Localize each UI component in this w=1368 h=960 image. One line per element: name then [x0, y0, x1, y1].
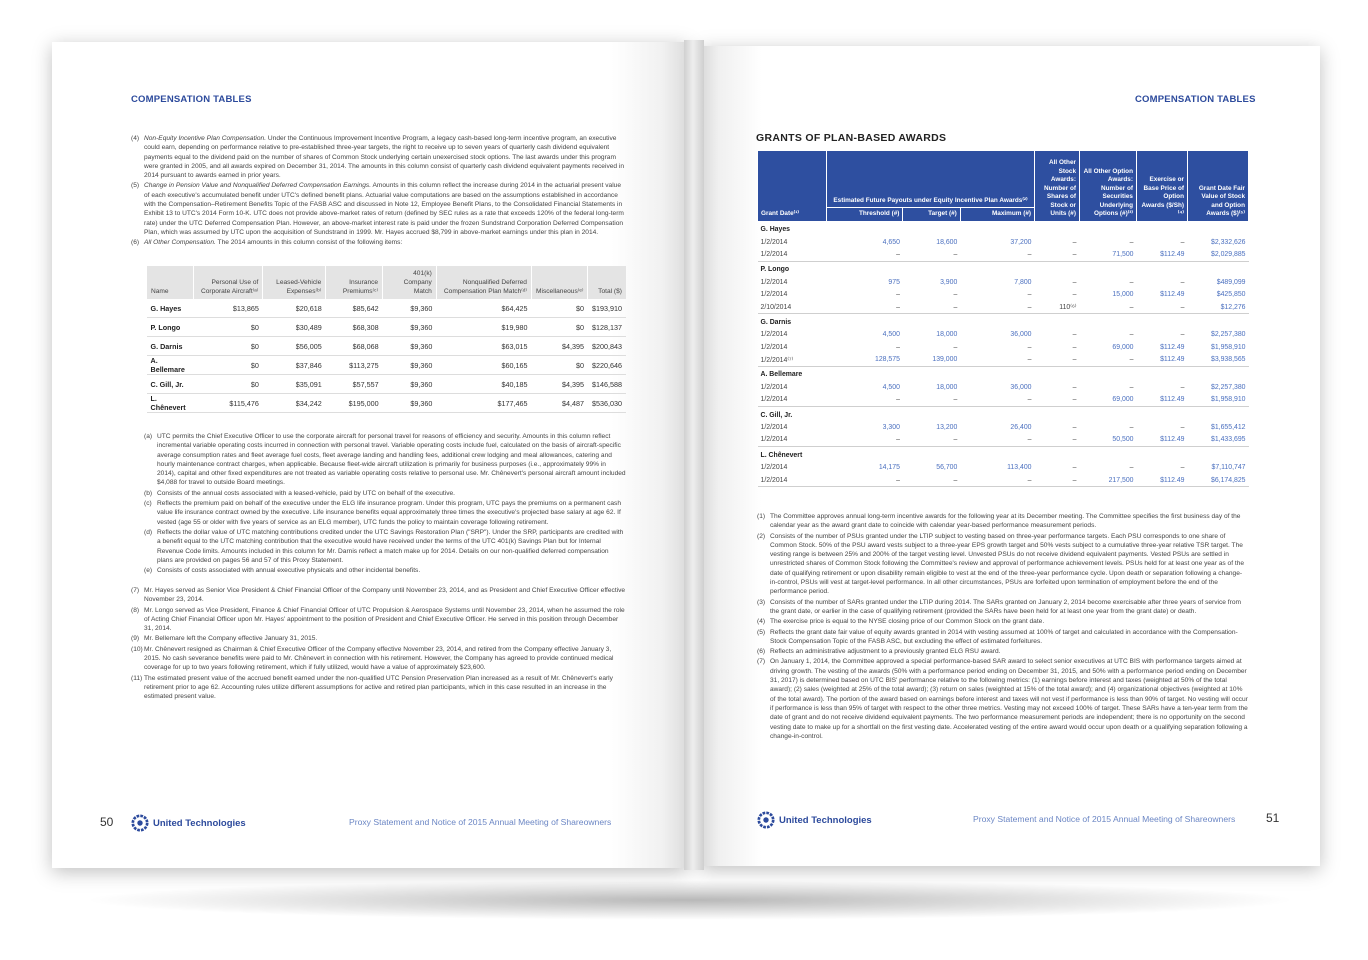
- row-name: C. Gill, Jr.: [147, 375, 194, 394]
- grants-cell: $489,099: [1216, 278, 1246, 286]
- grants-table-row: [758, 288, 1249, 300]
- th-threshold: Threshold (#): [827, 208, 903, 222]
- footnote-text: Amounts in this column reflect the increase during 2014 in the actuarial present value of each executive's accumulated benefit under UTC's defined benefit plans. Actuarial value computations are based on the assumptions established in accordance with the Compensation–Retirement Benefits Topic of the FASB ASC and discussed in Note 12, Employee Benefit Plans, to the Consolidated Financial Statements in Exhibit 13 to UTC's 2014 Form 10-K. UTC does not provide above-market rates of return (defined by SEC rules as a rate that exceeds 120% of the federal long-term rate) under the UTC Deferred Compensation Plan. However, an above-market interest rate is paid under the frozen Sundstrand Corporation Deferred Compensation Plan, which was assumed by UTC upon the acquisition of Sundstrand in 1999. Mr. Hayes accrued $8,799 in above-market earnings under this plan in 2014.: [144, 182, 624, 236]
- grants-cell: –: [960, 434, 1034, 447]
- footnote: [131, 634, 626, 643]
- footnote: [131, 181, 625, 237]
- comp-table-header: Leased-Vehicle Expenses⁽ᵇ⁾: [263, 266, 326, 299]
- utc-logo-icon: [131, 814, 149, 832]
- grants-cell: $112.49: [1137, 434, 1188, 447]
- left-logo: [131, 814, 246, 832]
- footnote-title: All Other Compensation.: [144, 239, 216, 247]
- row-value: $9,360: [383, 375, 437, 394]
- footnote-text: Mr. Chênevert resigned as Chairman & Chief Executive Officer of the Company effective November 23, 2014, and retired from the Company effective January 3, 2015. No cash severance benefits were paid to Mr. Chênevert in connection with his retirement. However, the Company has agreed to provide continued medical coverage for up to two years following retirement, which if fully utilized, would have a value of approximately $23,600.: [144, 645, 614, 672]
- footnote: [144, 499, 626, 527]
- footnote: [144, 489, 626, 498]
- left-section-title: COMPENSATION TABLES: [131, 94, 252, 105]
- grants-cell: 1/2/2014: [758, 248, 827, 261]
- th-grant-date-fair-value: Grant Date Fair Value of Stock and Option Awards ($)⁽⁵⁾: [1188, 151, 1249, 222]
- grants-cell: 18,600: [936, 238, 958, 246]
- grants-cell: $425,850: [1216, 291, 1246, 299]
- grants-cell: –: [1072, 331, 1077, 339]
- footnote-text: Reflects the grant date fair value of equity awards granted in 2014 with vesting assumed at 100% of target and calculated in accordance with the Compensation-Stock Compensation Topic of the FASB ASC, but excluding the effect of estimated forfeitures.: [770, 628, 1238, 645]
- grants-cell: $112.49: [1160, 291, 1185, 299]
- footnote-text: Reflects an administrative adjustment to a previously granted ELG RSU award.: [770, 648, 1001, 656]
- footnote-text: Consists of the annual costs associated with a leased-vehicle, paid by UTC on behalf of the executive.: [157, 489, 455, 497]
- all-other-compensation-table: [146, 266, 626, 413]
- row-value: $113,275: [326, 356, 383, 375]
- grants-cell: –: [953, 343, 958, 351]
- row-value: $34,242: [263, 394, 326, 413]
- footnote: [131, 134, 625, 180]
- footnote: [757, 598, 1249, 617]
- grants-cell: $112.49: [1137, 248, 1188, 261]
- footnote: [757, 657, 1249, 741]
- footnote: [757, 512, 1249, 531]
- footnote: [144, 432, 626, 488]
- row-value: $220,646: [588, 356, 626, 375]
- footnote-label: (11): [131, 674, 143, 682]
- row-value: $0: [193, 356, 263, 375]
- grants-cell: –: [903, 434, 960, 447]
- footnote: [131, 674, 626, 702]
- grants-cell: –: [1129, 238, 1134, 246]
- footnote-text: The exercise price is equal to the NYSE closing price of our Common Stock on the grant date.: [770, 618, 1045, 626]
- footnote: [144, 528, 626, 565]
- comp-table-row: [147, 394, 627, 413]
- footnote-label: (7): [131, 587, 140, 594]
- row-value: $20,618: [263, 299, 326, 318]
- grants-cell: $3,938,565: [1188, 353, 1249, 366]
- footnote: [757, 617, 1249, 626]
- left-logo-text: United Technologies: [153, 817, 246, 829]
- grants-person-row: [758, 447, 1249, 462]
- row-value: $536,030: [588, 394, 626, 413]
- footnote-text: The Committee approves annual long-term incentive awards for the following year at its December meeting. The Committee specifies the first business day of the calendar year as the award grant date to coincide with calendar year-based performance measurement periods.: [770, 513, 1241, 530]
- comp-table-header: Personal Use of Corporate Aircraft⁽ᵃ⁾: [193, 266, 263, 299]
- grants-cell: $1,958,910: [1188, 394, 1249, 407]
- footnote-title: Change in Pension Value and Nonqualified Deferred Compensation Earnings.: [144, 182, 372, 190]
- grants-cell: –: [827, 434, 903, 447]
- grants-cell: $112.49: [1137, 353, 1188, 366]
- row-value: $195,000: [326, 394, 383, 413]
- footnote-label: (a): [144, 433, 153, 440]
- row-value: $0: [531, 356, 587, 375]
- grants-cell: –: [1035, 474, 1080, 487]
- grants-cell: 4,500: [882, 383, 900, 391]
- grants-cell: 1/2/2014: [760, 278, 788, 286]
- grants-cell: 26,400: [1010, 424, 1032, 432]
- grants-cell: $2,257,380: [1211, 383, 1246, 391]
- grants-cell: $1,433,695: [1188, 434, 1249, 447]
- grants-cell: 36,000: [1010, 331, 1032, 339]
- footnote-text: Mr. Hayes served as Senior Vice President & Chief Financial Officer of the Company until November 23, 2014, and as President and Chief Executive Officer effective November 23, 2014.: [144, 587, 626, 604]
- comp-table-row: [147, 375, 627, 394]
- footnote-text: Reflects the premium paid on behalf of the executive under the ELG life insurance program. Under this program, UTC pays the premiums on a permanent cash value life insurance contract owned by the executive. Life insurance benefits equal approximately three times the executive's projected base salary at age 62. If vested (age 55 or older with five years of service as an ELG member), UTC funds the policy to maintain coverage following retirement.: [157, 500, 621, 526]
- grants-person-row: [758, 314, 1249, 329]
- footnote-text: Mr. Bellemare left the Company effective January 31, 2015.: [144, 635, 318, 643]
- grants-cell: –: [1072, 383, 1077, 391]
- footnote-text: UTC permits the Chief Executive Officer to use the corporate aircraft for personal travel for reasons of efficiency and security. Amounts in this column reflect incremental variable operating costs incurred in connection with personal travel. Variable operating costs include fuel, calculated on the basis of aircraft-specific average consumption rates and fleet average fuel costs, fleet average landing and handling fees, additional crew lodging and meal allowances, catering and hourly maintenance contract charges, when applicable. Because fleet-wide aircraft utilization is primarily for business purposes (i.e., approximately 99% in 2014), capital and other fixed expenditures are not treated as variable operating costs relative to personal use. Mr. Chênevert's personal aircraft amount included $4,088 for travel to outside Board meetings.: [157, 433, 626, 487]
- row-name: A. Bellemare: [147, 356, 194, 375]
- grants-cell: –: [1180, 383, 1185, 391]
- grants-cell: 71,500: [1080, 248, 1137, 261]
- row-name: G. Hayes: [147, 299, 194, 318]
- grants-cell: 217,500: [1080, 474, 1137, 487]
- th-maximum: Maximum (#): [960, 208, 1034, 222]
- grants-cell: 1/2/2014: [758, 474, 827, 487]
- grants-cell: –: [960, 353, 1034, 366]
- row-value: $177,465: [436, 394, 531, 413]
- grants-cell: 36,000: [1010, 383, 1032, 391]
- book-shadow: [80, 880, 1300, 920]
- right-page-number: 51: [1266, 811, 1280, 825]
- footnote-text: Consists of the number of SARs granted under the LTIP during 2014. The SARs granted on January 2, 2014 become exercisable after three years of service from the grant date, or earlier in the case of qualifying retirement (provided the SARs have been held for at least one year from the grant date) or death.: [770, 598, 1241, 615]
- grants-table-row: [758, 236, 1249, 248]
- grants-cell: –: [1180, 464, 1185, 472]
- row-value: $4,395: [531, 375, 587, 394]
- footnote-text: Consists of the number of PSUs granted under the LTIP subject to vesting based on three-year performance targets. Each PSU corresponds to one share of Common Stock. 50% of the PSU award vests subject to a three-year EPS growth target and 50% vests subject to a cumulative three-year relative TSR target. The vesting range is between 25% and 200% of the target vesting level. Unvested PSUs do not receive dividend equivalent payments. Vested PSUs are settled in unrestricted shares of Common Stock following the Committee's review and approval of performance achievement levels. PSUs held for at least one year as of the date of qualifying retirement or upon disability remain eligible to vest at the end of the three-year performance cycle. Upon death or separation following a change-in-control, PSUs will vest at target-level performance. In all other circumstances, PSUs are forfeited upon termination of employment before the end of the performance period.: [770, 532, 1245, 596]
- grants-cell: –: [1035, 434, 1080, 447]
- th-all-other-option: All Other Option Awards: Number of Securities Underlying Options (#)⁽³⁾: [1080, 151, 1137, 222]
- grants-cell: –: [1027, 343, 1032, 351]
- row-value: $0: [531, 318, 587, 337]
- grants-cell: $7,110,747: [1211, 464, 1246, 472]
- comp-table-header: Name: [147, 266, 194, 299]
- grants-cell: –: [1180, 238, 1185, 246]
- grants-cell: $112.49: [1160, 343, 1185, 351]
- row-value: $30,489: [263, 318, 326, 337]
- comp-table-header: Insurance Premiums⁽ᶜ⁾: [326, 266, 383, 299]
- grants-cell: 13,200: [936, 424, 958, 432]
- footnote-label: (1): [757, 513, 766, 520]
- grants-table-row: [758, 276, 1249, 288]
- right-footer-text: Proxy Statement and Notice of 2015 Annual Meeting of Shareowners: [973, 814, 1236, 824]
- comp-table-row: [147, 299, 627, 318]
- footnote-label: (8): [131, 606, 140, 614]
- footnote-label: (5): [757, 628, 766, 636]
- grants-cell: –: [827, 474, 903, 487]
- grants-cell: –: [1129, 331, 1134, 339]
- grants-table-row: [758, 434, 1249, 447]
- row-value: $19,980: [436, 318, 531, 337]
- grants-cell: –: [1080, 353, 1137, 366]
- footnote-label: (9): [131, 635, 140, 643]
- footnote-label: (d): [144, 528, 153, 536]
- grants-cell: 1/2/2014: [760, 424, 788, 432]
- footnote-label: (2): [757, 532, 766, 540]
- grants-cell: 139,000: [903, 353, 960, 366]
- grants-cell: $1,958,910: [1211, 343, 1246, 351]
- grants-person-row: [758, 261, 1249, 276]
- row-name: G. Darnis: [147, 337, 194, 356]
- th-exercise-price: Exercise or Base Price of Option Awards ($/Sh)⁽⁴⁾: [1137, 151, 1188, 222]
- grants-table-row: [758, 329, 1249, 341]
- footnote: [144, 566, 626, 575]
- grants-cell: 18,000: [936, 331, 958, 339]
- grants-cell: 7,800: [1014, 278, 1032, 286]
- grants-cell: $2,332,626: [1211, 238, 1246, 246]
- grants-cell: $112.49: [1137, 394, 1188, 407]
- grants-cell: 14,175: [878, 464, 900, 472]
- grants-cell: $112.49: [1137, 474, 1188, 487]
- footnote: [131, 645, 626, 673]
- comp-table-row: [147, 356, 627, 375]
- grants-table-title: GRANTS OF PLAN-BASED AWARDS: [756, 132, 947, 144]
- grants-cell: $2,029,885: [1188, 248, 1249, 261]
- grants-cell: 69,000: [1080, 394, 1137, 407]
- comp-table-row: [147, 337, 627, 356]
- grants-cell: –: [960, 248, 1034, 261]
- grants-cell: –: [1180, 424, 1185, 432]
- right-footnotes: [757, 512, 1249, 742]
- comp-table-header: Total ($): [588, 266, 626, 299]
- grants-cell: 2/10/2014: [758, 301, 827, 314]
- grants-cell: 4,500: [882, 331, 900, 339]
- grants-cell: $2,257,380: [1211, 331, 1246, 339]
- row-value: $200,843: [588, 337, 626, 356]
- right-logo-text: United Technologies: [779, 814, 872, 826]
- person-name: G. Hayes: [760, 226, 790, 234]
- grants-cell: 3,300: [882, 424, 900, 432]
- grants-cell: –: [896, 291, 900, 299]
- grants-cell: 4,650: [882, 238, 900, 246]
- person-name: A. Bellemare: [760, 371, 803, 379]
- grants-cell: 15,000: [1112, 291, 1134, 299]
- row-value: $0: [193, 318, 263, 337]
- grants-person-row: [758, 406, 1249, 421]
- footnote-label: (3): [757, 598, 766, 606]
- row-value: $56,005: [263, 337, 326, 356]
- grants-cell: $12,276: [1188, 301, 1249, 314]
- grants-cell: –: [1027, 291, 1032, 299]
- row-value: $146,588: [588, 375, 626, 394]
- row-value: $9,360: [383, 318, 437, 337]
- grants-cell: 1/2/2014: [760, 331, 788, 339]
- right-section-title: COMPENSATION TABLES: [1135, 94, 1256, 105]
- comp-table-header: Miscellaneous⁽ᵉ⁾: [531, 266, 587, 299]
- left-footer-text: Proxy Statement and Notice of 2015 Annual Meeting of Shareowners: [349, 817, 612, 827]
- left-footnotes-top: [131, 134, 625, 249]
- footnote-text: On January 1, 2014, the Committee approved a special performance-based SAR award to select senior executives at UTC BIS with performance targets aimed at driving growth. The vesting of the awards (50% with a performance period ending on December 31, 2015, and 50% with a performance period ending on December 31, 2017) is determined based on UTC BIS' performance relative to the following metrics: (1) earnings before interest and taxes (weighted at 50% of the total award); (2) sales (weighted at 25% of the total award); (3) return on sales (weighted at 15% of the total award); and (4) organizational objectives (weighted at 10% of the total award). The portion of the award based on earnings before interest and taxes will not vest if performance is less than 90% of target. No vesting will occur if performance is less than 95% of target with respect to the other three metrics. Vesting may not exceed 100% of target. These SARs have a ten-year term from the date of grant and do not receive dividend equivalent payments. The two performance measurement periods are independent; there is no opportunity on the second vesting date to make up for a shortfall on the first vesting date. Accelerated vesting of the entire award would occur upon death or a qualifying separation following a change-in-control.: [770, 658, 1248, 740]
- row-value: $115,476: [193, 394, 263, 413]
- grants-cell: –: [827, 301, 903, 314]
- grants-cell: –: [960, 394, 1034, 407]
- grants-cell: –: [896, 343, 900, 351]
- grants-cell: –: [1035, 353, 1080, 366]
- left-footnotes-sub: [144, 432, 626, 576]
- grants-table-row: [758, 474, 1249, 487]
- grants-table-row: [758, 394, 1249, 407]
- grants-cell: 110⁽⁶⁾: [1035, 301, 1080, 314]
- th-all-other-stock: All Other Stock Awards: Number of Shares of Stock or Units (#): [1035, 151, 1080, 222]
- grants-cell: –: [1080, 301, 1137, 314]
- grants-cell: –: [903, 301, 960, 314]
- footnote: [131, 238, 625, 247]
- footnote-label: (b): [144, 489, 153, 497]
- row-value: $0: [193, 375, 263, 394]
- grants-cell: 1/2/2014: [760, 291, 788, 299]
- grants-cell: 1/2/2014: [758, 394, 827, 407]
- row-value: $64,425: [436, 299, 531, 318]
- row-value: $68,068: [326, 337, 383, 356]
- grants-table-row: [758, 421, 1249, 433]
- th-estimated-future-payouts: Estimated Future Payouts under Equity Incentive Plan Awards⁽²⁾: [827, 151, 1035, 208]
- row-value: $4,395: [531, 337, 587, 356]
- footnote-text: The 2014 amounts in this column consist of the following items:: [215, 239, 403, 247]
- grants-cell: –: [1180, 331, 1185, 339]
- footnote-text: Reflects the dollar value of UTC matching contributions credited under the UTC Savings Restoration Plan ("SRP"). Under the SRP, participants are credited with a benefit equal to the UTC matching contribution that the executive would have received under the terms of the UTC 401(k) Savings Plan but for Internal Revenue Code limits. Amounts included in this column for Mr. Darnis reflect a match make up for 2014. Details on our non-qualified deferred compensation plans are provided on pages 56 and 57 of this Proxy Statement.: [157, 528, 624, 564]
- grants-table-row: [758, 341, 1249, 353]
- grants-cell: 69,000: [1112, 343, 1134, 351]
- footnote: [757, 532, 1249, 597]
- grants-cell: 37,200: [1010, 238, 1032, 246]
- footnote-label: (4): [131, 135, 140, 142]
- grants-cell: –: [1035, 394, 1080, 407]
- footnote-label: (6): [131, 239, 140, 247]
- grants-cell: –: [1072, 291, 1077, 299]
- grants-cell: –: [1072, 464, 1077, 472]
- footnote-label: (10): [131, 645, 143, 653]
- row-value: $57,557: [326, 375, 383, 394]
- grants-cell: –: [960, 474, 1034, 487]
- grants-cell: 1/2/2014: [760, 343, 788, 351]
- th-grant-date: Grant Date⁽¹⁾: [758, 151, 827, 222]
- grants-cell: 50,500: [1080, 434, 1137, 447]
- grants-cell: 128,575: [827, 353, 903, 366]
- footnote-text: Consists of costs associated with annual executive physicals and other incidental benefits.: [157, 567, 421, 575]
- row-value: $4,487: [531, 394, 587, 413]
- grants-cell: 1/2/2014: [760, 464, 788, 472]
- row-value: $193,910: [588, 299, 626, 318]
- grants-cell: $1,655,412: [1211, 424, 1246, 432]
- footnote-text: The estimated present value of the accrued benefit earned under the non-qualified UTC Pension Preservation Plan increased as a result of Mr. Chênevert's early retirement prior to age 62. Accounting rules utilize different assumptions for active and retired plan participants, which in this case resulted in an increase in the estimated present value.: [144, 674, 613, 701]
- row-value: $9,360: [383, 299, 437, 318]
- grants-cell: –: [827, 248, 903, 261]
- row-value: $0: [193, 337, 263, 356]
- footnote: [757, 647, 1249, 656]
- footnote-label: (e): [144, 567, 153, 575]
- row-value: $9,360: [383, 337, 437, 356]
- grants-cell: –: [1035, 248, 1080, 261]
- grants-cell: –: [903, 394, 960, 407]
- footnote-text: Mr. Longo served as Vice President, Finance & Chief Financial Officer of UTC Propulsion & Aerospace Systems until November 23, 2014, when he assumed the role of Acting Chief Financial Officer upon Mr. Hayes' appointment to the position of President and Chief Executive Officer. He served in this position through December 31, 2014.: [144, 606, 625, 633]
- grants-cell: 113,400: [1007, 464, 1032, 472]
- footnote-label: (5): [131, 182, 140, 190]
- row-value: $60,165: [436, 356, 531, 375]
- grants-of-plan-based-awards-table: [757, 150, 1249, 487]
- grants-cell: –: [1129, 278, 1134, 286]
- footnote-text: Under the Continuous Improvement Incentive Program, a legacy cash-based long-term incentive program, an executive could earn, depending on performance relative to pre-established three-year targets, the right to receive up to seven years of quarterly cash dividend equivalent payments equal to the dividend paid on the number of shares of Common Stock underlying certain unexercised stock options. The last awards under this program were granted in 2005, and all awards expired on December 31, 2014. The amounts in this column consist of quarterly cash dividend equivalent payments received in 2014 pursuant to awards earned in prior years.: [144, 135, 625, 180]
- grants-cell: –: [1180, 278, 1185, 286]
- row-value: $128,137: [588, 318, 626, 337]
- grants-table-row: [758, 248, 1249, 261]
- footnote-label: (4): [757, 618, 766, 626]
- footnote-label: (7): [757, 658, 766, 666]
- grants-table-row: [758, 462, 1249, 474]
- grants-cell: $6,174,825: [1188, 474, 1249, 487]
- row-value: $0: [531, 299, 587, 318]
- row-name: P. Longo: [147, 318, 194, 337]
- person-name: L. Chênevert: [760, 451, 803, 459]
- grants-cell: 18,000: [936, 383, 958, 391]
- grants-table-row: [758, 381, 1249, 393]
- grants-cell: –: [1137, 301, 1188, 314]
- grants-cell: –: [960, 301, 1034, 314]
- left-page-number: 50: [100, 815, 114, 829]
- grants-cell: –: [1129, 424, 1134, 432]
- grants-cell: –: [1072, 343, 1077, 351]
- utc-logo-icon: [757, 811, 775, 829]
- row-name: L. Chênevert: [147, 394, 194, 413]
- footnote-label: (6): [757, 648, 766, 656]
- row-value: $35,091: [263, 375, 326, 394]
- right-logo: [757, 811, 872, 829]
- grants-cell: 1/2/2014: [760, 238, 788, 246]
- footnote: [131, 586, 626, 605]
- grants-cell: –: [1072, 238, 1077, 246]
- comp-table-header: Nonqualified Deferred Compensation Plan Match⁽ᵈ⁾: [436, 266, 531, 299]
- row-value: $9,360: [383, 356, 437, 375]
- row-value: $40,185: [436, 375, 531, 394]
- footnote-label: (c): [144, 500, 152, 508]
- th-target: Target (#): [903, 208, 960, 222]
- grants-cell: 56,700: [936, 464, 958, 472]
- grants-cell: 3,900: [940, 278, 958, 286]
- row-value: $13,865: [193, 299, 263, 318]
- grants-cell: –: [1072, 424, 1077, 432]
- footnote: [131, 606, 626, 634]
- grants-cell: 1/2/2014: [758, 434, 827, 447]
- grants-cell: –: [1129, 464, 1134, 472]
- grants-cell: –: [827, 394, 903, 407]
- grants-table-row: [758, 301, 1249, 314]
- person-name: P. Longo: [760, 266, 790, 274]
- row-value: $37,846: [263, 356, 326, 375]
- grants-table-row: [758, 353, 1249, 366]
- grants-cell: –: [1129, 383, 1134, 391]
- person-name: C. Gill, Jr.: [760, 411, 793, 419]
- grants-cell: 975: [888, 278, 900, 286]
- grants-cell: 1/2/2014⁽⁷⁾: [758, 353, 827, 366]
- footnote: [757, 628, 1249, 647]
- grants-cell: –: [953, 291, 958, 299]
- grants-person-row: [758, 366, 1249, 381]
- row-value: $63,015: [436, 337, 531, 356]
- left-footnotes-bottom: [131, 586, 626, 703]
- grants-person-row: [758, 221, 1249, 236]
- comp-table-row: [147, 318, 627, 337]
- row-value: $85,642: [326, 299, 383, 318]
- row-value: $68,308: [326, 318, 383, 337]
- row-value: $9,360: [383, 394, 437, 413]
- grants-cell: 1/2/2014: [760, 383, 788, 391]
- comp-table-header: 401(k) Company Match: [383, 266, 437, 299]
- grants-cell: –: [903, 474, 960, 487]
- grants-cell: –: [1072, 278, 1077, 286]
- footnote-title: Non-Equity Incentive Plan Compensation.: [144, 135, 267, 142]
- grants-cell: –: [903, 248, 960, 261]
- book-gutter: [684, 40, 704, 870]
- person-name: G. Darnis: [760, 318, 792, 326]
